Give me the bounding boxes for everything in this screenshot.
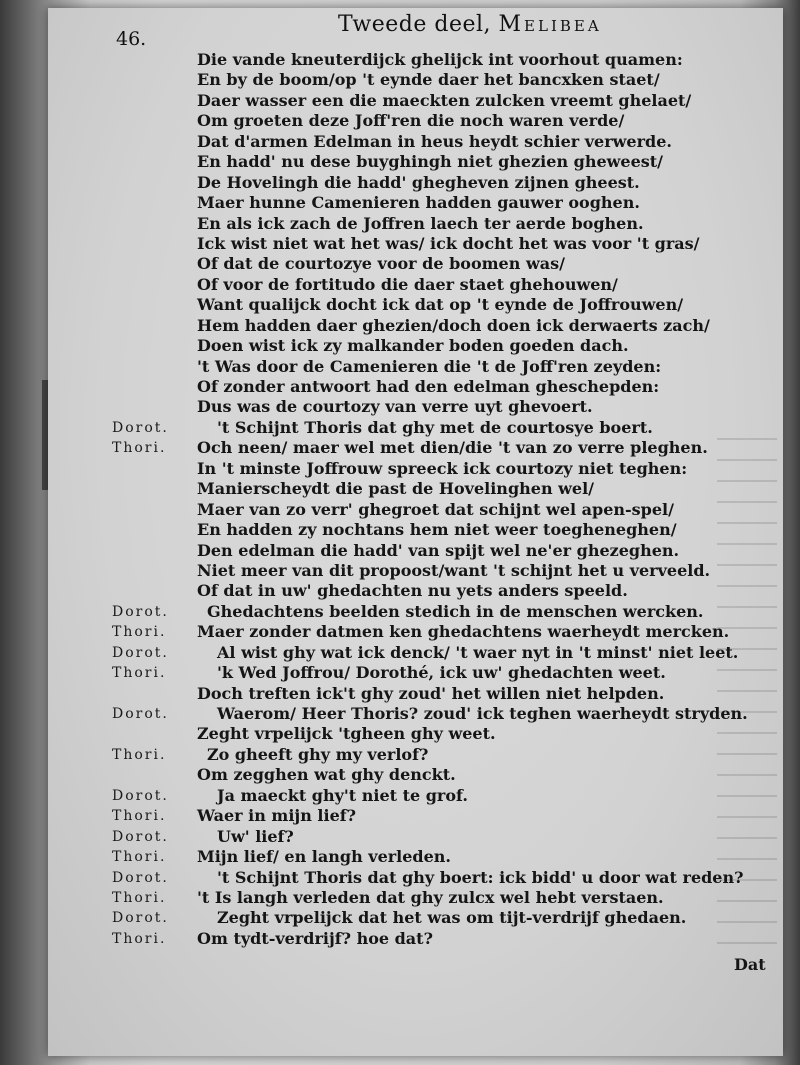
speaker-label: Thori.: [112, 808, 167, 825]
line-text: Uw' lief?: [217, 826, 294, 846]
verse-line: [100, 581, 740, 601]
verse-line: [100, 500, 740, 520]
line-text: Mijn lief/ en langh verleden.: [197, 847, 451, 867]
line-text: Zeght vrpelijck dat het was om tijt-verdrijf ghedaen.: [217, 908, 687, 928]
line-text: Maer hunne Camenieren hadden gauwer ooghen.: [197, 193, 640, 213]
verse-line: [100, 602, 740, 622]
line-text: Waer in mijn lief?: [197, 806, 356, 826]
speaker-label: Dorot.: [112, 419, 169, 436]
verse-line: [100, 704, 748, 724]
line-text: Zo gheeft ghy my verlof?: [207, 744, 429, 764]
speaker-label: Dorot.: [112, 706, 169, 722]
line-text: Die vande kneuterdijck ghelijck int voorhout quamen:: [197, 50, 683, 69]
verse-line: [100, 193, 740, 213]
verse-line: [100, 295, 740, 315]
page-header: [116, 12, 766, 50]
line-text: Och neen/ maer wel met dien/die 't van zo verre pleghen.: [197, 438, 708, 458]
verse-line: [100, 786, 740, 806]
line-text: Of voor de fortitudo die daer staet ghehouwen/: [197, 274, 618, 294]
line-text: En hadd' nu dese buyghingh niet ghezien gheweest/: [197, 152, 664, 172]
speaker-label: Thori.: [112, 665, 167, 682]
line-text: Doch treften ick't ghy zoud' het willen niet helpden.: [197, 683, 665, 703]
speaker-label: Thori.: [112, 624, 167, 641]
verse-line: [100, 357, 740, 377]
line-text: En als ick zach de Joffren laech ter aerde boghen.: [197, 213, 644, 233]
verse-line: [100, 397, 740, 417]
verse-line: [100, 438, 740, 458]
line-text: Doen wist ick zy malkander boden goeden dach.: [197, 336, 629, 356]
catchword: Dat: [734, 955, 766, 974]
verse-line: [100, 541, 740, 561]
line-text: Of dat in uw' ghedachten nu yets anders speeld.: [197, 581, 628, 601]
line-text: Om zegghen wat ghy denckt.: [197, 765, 456, 785]
speaker-label: Thori.: [112, 746, 167, 763]
verse-line: [100, 520, 740, 540]
verse-line: [100, 173, 740, 193]
line-text: Maer zonder datmen ken ghedachtens waerheydt mercken.: [197, 622, 730, 642]
line-text: 't Schijnt Thoris dat ghy boert: ick bidd' u door wat reden?: [217, 867, 744, 887]
running-title: [338, 12, 602, 37]
verse-line: [100, 622, 740, 642]
speaker-label: Dorot.: [112, 828, 169, 845]
verse-line: [100, 132, 740, 152]
verse-line: [100, 459, 740, 479]
verse-line: [100, 827, 740, 847]
verse-line: [100, 663, 740, 683]
line-text: Daer wasser een die maeckten zulcken vreemt ghelaet/: [197, 90, 692, 110]
speaker-label: Dorot.: [112, 910, 169, 927]
verse-line: [100, 724, 740, 744]
line-text: Dat d'armen Edelman in heus heydt schier verwerde.: [197, 131, 672, 151]
verse-line: [100, 418, 740, 438]
verse-line: [100, 643, 740, 663]
line-text: Of dat de courtozye voor de boomen was/: [197, 254, 565, 274]
verse-line: [100, 929, 740, 949]
speaker-label: Thori.: [112, 889, 167, 906]
line-text: Ja maeckt ghy't niet te grof.: [217, 785, 468, 805]
speaker-label: Dorot.: [112, 869, 169, 886]
verse-line: [100, 806, 740, 826]
line-text: In 't minste Joffrouw spreeck ick courtozy niet teghen:: [197, 458, 688, 478]
line-text: 't Was door de Camenieren die 't de Joff'ren zeyden:: [197, 356, 662, 376]
verse-line: [100, 908, 740, 928]
verse-line: [100, 91, 740, 111]
verse-line: [100, 745, 740, 765]
line-text: Ghedachtens beelden stedich in de menschen wercken.: [207, 601, 704, 621]
line-text: Hem hadden daer ghezien/doch doen ick derwaerts zach/: [197, 315, 710, 335]
verse-line: [100, 336, 740, 356]
speaker-label: Thori.: [112, 930, 167, 947]
line-text: Zeght vrpelijck 'tgheen ghy weet.: [197, 724, 496, 744]
verse-line: [100, 152, 740, 172]
line-text: Om tydt-verdrijf? hoe dat?: [197, 928, 433, 948]
verse-line: [100, 847, 740, 867]
speaker-label: Dorot.: [112, 603, 169, 620]
line-text: Niet meer van dit propoost/want 't schijnt het u verveeld.: [197, 560, 711, 580]
line-text: Of zonder antwoort had den edelman gheschepden:: [197, 377, 660, 396]
verse-line: [100, 214, 740, 234]
line-text: En hadden zy nochtans hem niet weer toegheneghen/: [197, 520, 677, 540]
line-text: 't Schijnt Thoris dat ghy met de courtosye boert.: [217, 417, 653, 437]
speaker-label: Thori.: [112, 440, 167, 457]
verse-line: [100, 377, 740, 397]
line-text: Maer van zo verr' ghegroet dat schijnt wel apen-spel/: [197, 499, 674, 519]
line-text: Den edelman die hadd' van spijt wel ne'er ghezeghen.: [197, 540, 680, 560]
speaker-label: Dorot.: [112, 644, 169, 661]
line-text: Al wist ghy wat ick denck/ 't waer nyt in 't minst' niet leet.: [217, 642, 739, 662]
verse-line: [100, 70, 740, 90]
line-text: De Hovelingh die hadd' ghegheven zijnen gheest.: [197, 172, 640, 192]
verse-line: [100, 111, 740, 131]
line-text: Om groeten deze Joff'ren die noch waren verde/: [197, 111, 625, 131]
page-number: 46.: [116, 28, 147, 50]
speaker-label: Thori.: [112, 849, 167, 866]
line-text: En by de boom/op 't eynde daer het bancxken staet/: [197, 70, 660, 90]
running-title-name: Melibea: [498, 12, 602, 37]
line-text: Want qualijck docht ick dat op 't eynde de Joffrouwen/: [197, 295, 684, 315]
line-text: 't Is langh verleden dat ghy zulcx wel hebt verstaen.: [197, 887, 664, 907]
speaker-label: Dorot.: [112, 787, 169, 804]
verse-line: [100, 275, 740, 295]
verse-line: [100, 479, 740, 499]
verse-line: [100, 254, 740, 274]
verse-line: [100, 888, 740, 908]
line-text: Waerom/ Heer Thoris? zoud' ick teghen waerheydt stryden.: [217, 704, 748, 723]
line-text: Dus was de courtozy van verre uyt ghevoert.: [197, 397, 593, 417]
verse-line: [100, 561, 740, 581]
verse-line: [100, 234, 740, 254]
running-title-part: Tweede deel,: [338, 12, 492, 37]
verse-text: [100, 50, 748, 949]
line-text: Manierscheydt die past de Hovelinghen wel/: [197, 479, 595, 499]
verse-line: [100, 867, 744, 888]
line-text: 'k Wed Joffrou/ Dorothé, ick uw' ghedachten weet.: [217, 663, 666, 683]
verse-line: [100, 684, 740, 704]
verse-line: [100, 765, 740, 785]
line-text: Ick wist niet wat het was/ ick docht het was voor 't gras/: [197, 233, 700, 253]
verse-line: [100, 50, 740, 70]
verse-line: [100, 316, 740, 336]
